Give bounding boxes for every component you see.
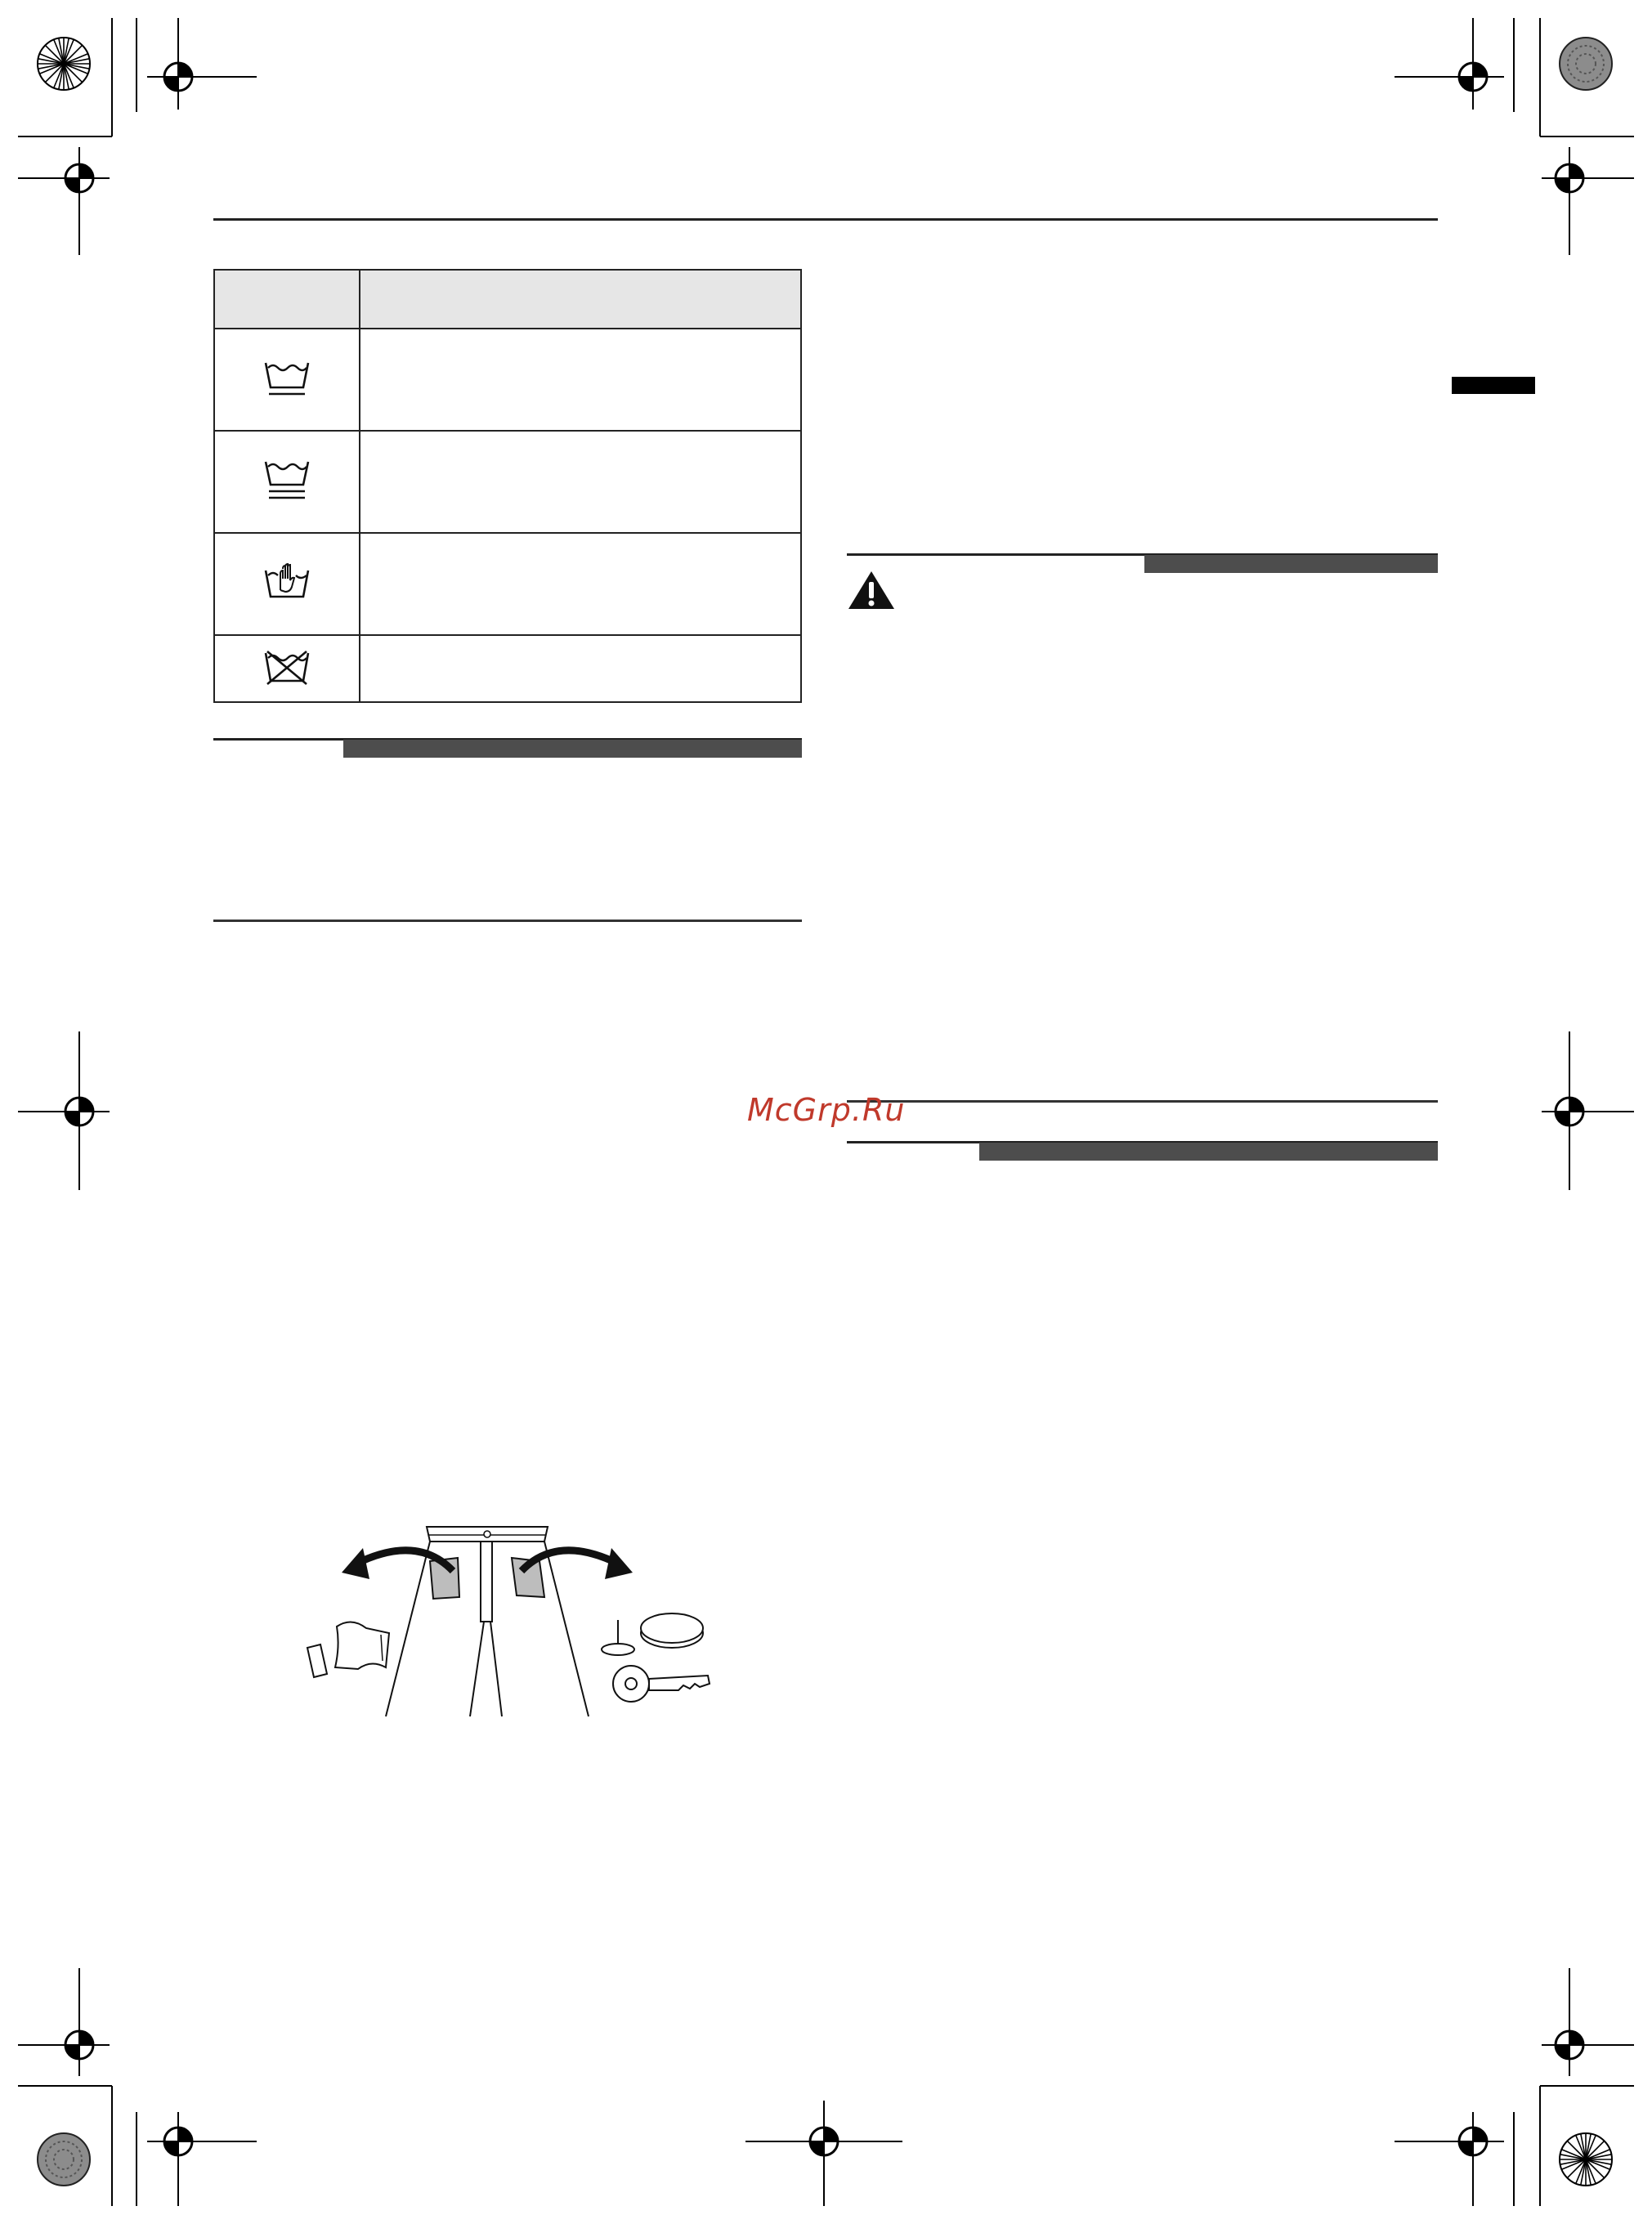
heading-thick-bar — [979, 1143, 1438, 1161]
warning-triangle-icon — [847, 570, 896, 611]
watermark: McGrp.Ru — [747, 1092, 906, 1128]
description-cell — [360, 635, 801, 702]
table-header-row — [214, 270, 801, 329]
heading-thick-bar — [343, 740, 802, 758]
section-heading-bar-left — [213, 738, 802, 759]
care-symbol-table — [213, 269, 802, 703]
hand-wash-icon — [262, 562, 311, 603]
table-row — [214, 533, 801, 635]
section-heading-bar-right — [847, 1141, 1438, 1162]
table-header-symbol — [214, 270, 360, 329]
symbol-cell — [214, 635, 360, 702]
table-row — [214, 635, 801, 702]
do-not-wash-icon — [262, 648, 311, 686]
language-tab — [1452, 377, 1535, 394]
warning-heading-bar — [847, 553, 1438, 575]
heading-thick-bar — [1144, 555, 1438, 573]
table-row — [214, 431, 801, 533]
header-rule — [213, 218, 1438, 221]
section-end-rule-left — [213, 920, 802, 922]
symbol-cell — [214, 533, 360, 635]
description-cell — [360, 431, 801, 533]
section-end-rule-right — [847, 1100, 1438, 1103]
description-cell — [360, 533, 801, 635]
washtub-icon — [262, 358, 311, 399]
description-cell — [360, 329, 801, 431]
empty-pockets-illustration — [302, 1524, 719, 1720]
washtub-very-gentle-icon — [262, 457, 311, 504]
symbol-cell — [214, 431, 360, 533]
symbol-cell — [214, 329, 360, 431]
table-header-description — [360, 270, 801, 329]
table-row — [214, 329, 801, 431]
